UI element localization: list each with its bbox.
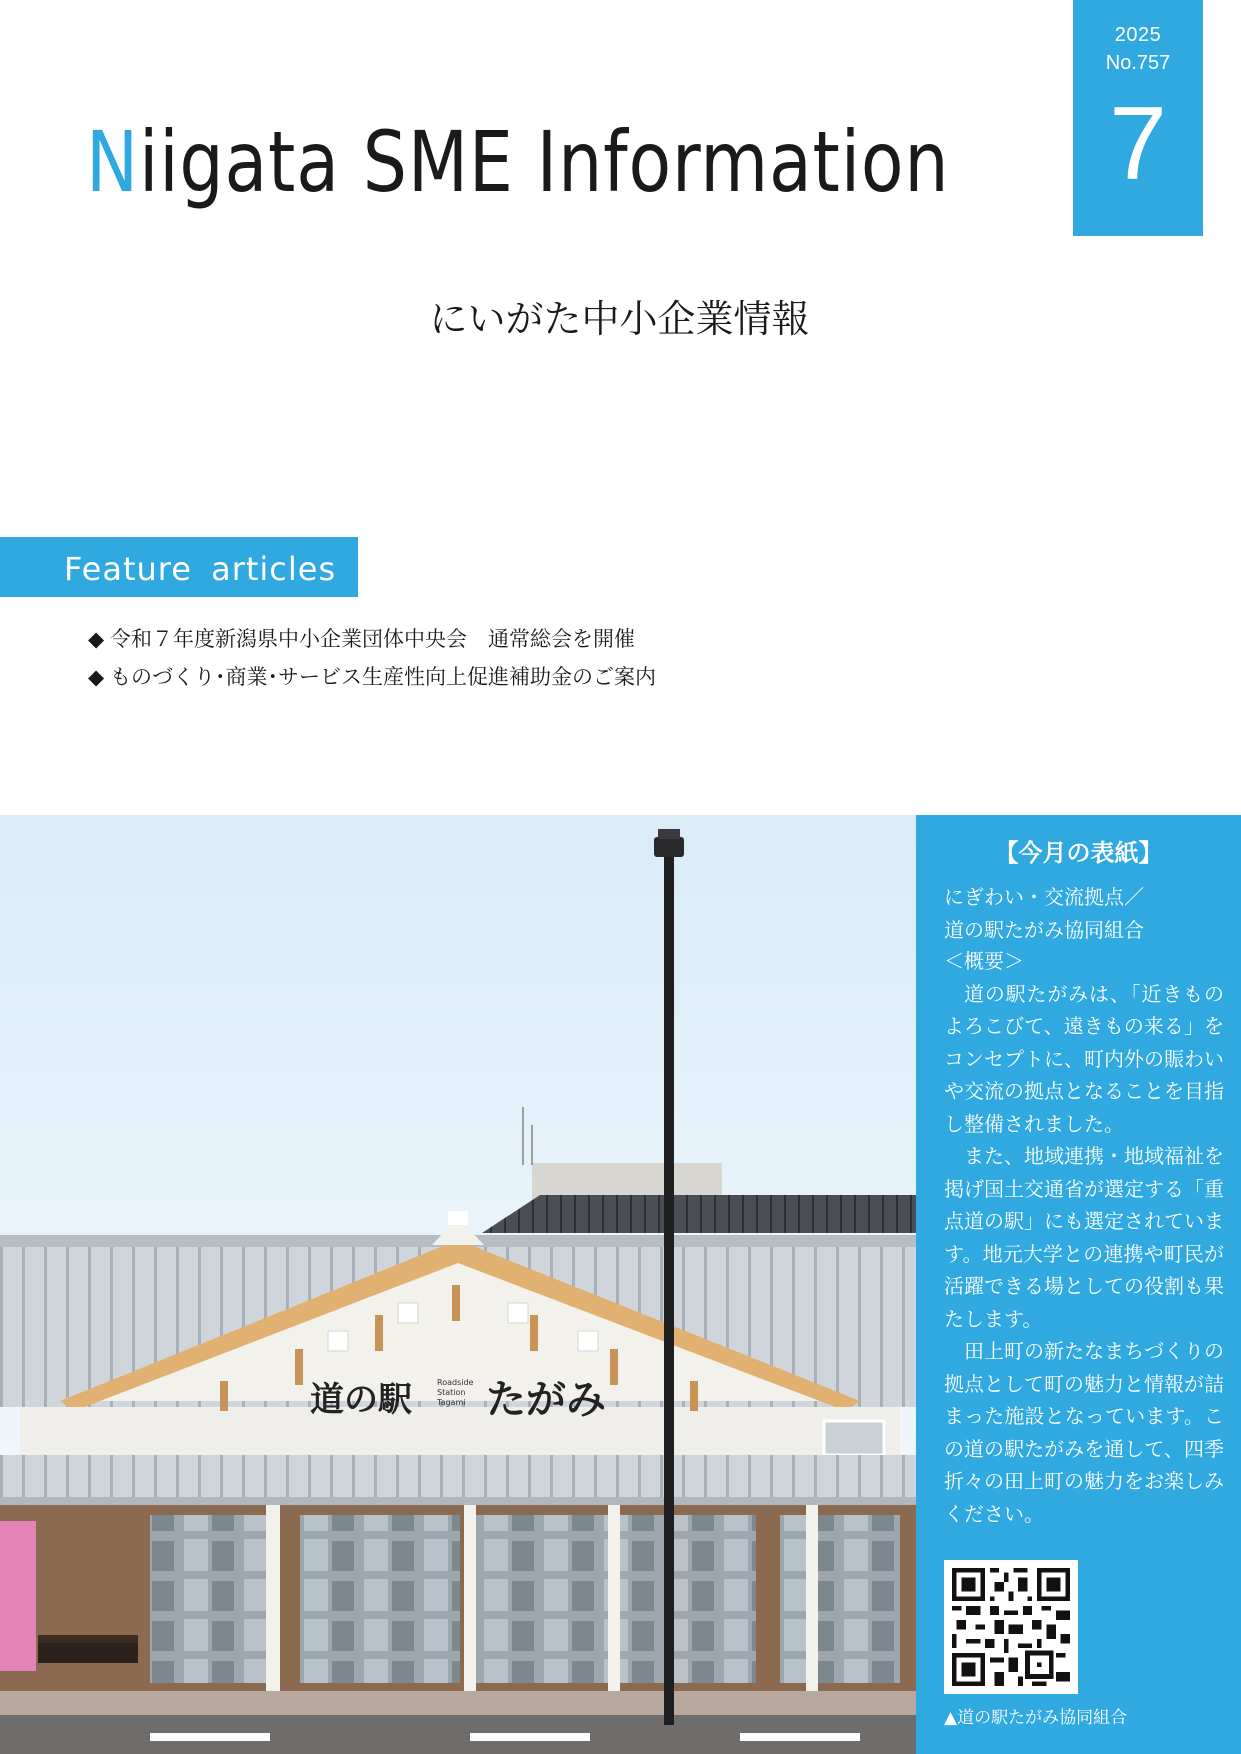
publication-title <box>86 113 950 211</box>
title-accent-letter: N <box>86 113 139 211</box>
cover-summary <box>944 945 1224 1530</box>
issue-month: 7 <box>1109 86 1167 202</box>
feature-article-item: ◆ 令和７年度新潟県中小企業団体中央会 通常総会を開催 <box>88 620 656 658</box>
qr-caption: ▲道の駅たがみ協同組合 <box>944 1708 1128 1728</box>
feature-article-item: ◆ ものづくり･商業･サービス生産性向上促進補助金のご案内 <box>88 658 656 696</box>
issue-number: No.757 <box>1105 52 1171 74</box>
sign-main: 道の駅 <box>310 1380 412 1420</box>
sign-name: たがみ <box>486 1377 606 1423</box>
feature-article-list <box>88 620 656 696</box>
feature-articles-label: Feature articles <box>64 550 337 588</box>
cover-subtitle: にぎわい・交流拠点／ 道の駅たがみ協同組合 <box>944 885 1144 942</box>
diamond-bullet-icon: ◆ <box>88 665 105 689</box>
publication-subtitle: にいがた中小企業情報 <box>429 297 810 341</box>
summary-paragraph: 田上町の新たなまちづくりの拠点として町の魅力と情報が詰まった施設となっています。この道の駅たがみを通して、四季折々の田上町の魅力をお楽しみください。 <box>944 1339 1224 1526</box>
title-rest: iigata SME Information <box>138 113 950 211</box>
issue-badge <box>1073 0 1203 236</box>
issue-year: 2025 <box>1114 24 1162 46</box>
summary-paragraph: また、地域連携・地域福祉を掲げ国土交通省が選定する「重点道の駅」にも選定されています。地元大学との連携や町民が活躍できる場としての役割も果たします。 <box>944 1144 1224 1331</box>
summary-heading: ＜概要＞ <box>944 949 1024 973</box>
summary-paragraph: 道の駅たがみは、「近きものよろこびて、遠きもの来る」をコンセプトに、町内外の賑わいや交流の拠点となることを目指し整備されました。 <box>944 981 1224 1136</box>
sign-small-2: Station <box>437 1388 466 1397</box>
feature-articles-band <box>0 537 358 597</box>
diamond-bullet-icon: ◆ <box>88 627 105 651</box>
cover-description-panel <box>916 815 1241 1754</box>
sign-small-3: Tagami <box>437 1398 466 1407</box>
cover-photo <box>0 815 916 1754</box>
cover-heading: 【今月の表紙】 <box>994 839 1163 867</box>
sign-small-1: Roadside <box>437 1378 474 1387</box>
qr-code-icon[interactable] <box>944 1560 1078 1694</box>
